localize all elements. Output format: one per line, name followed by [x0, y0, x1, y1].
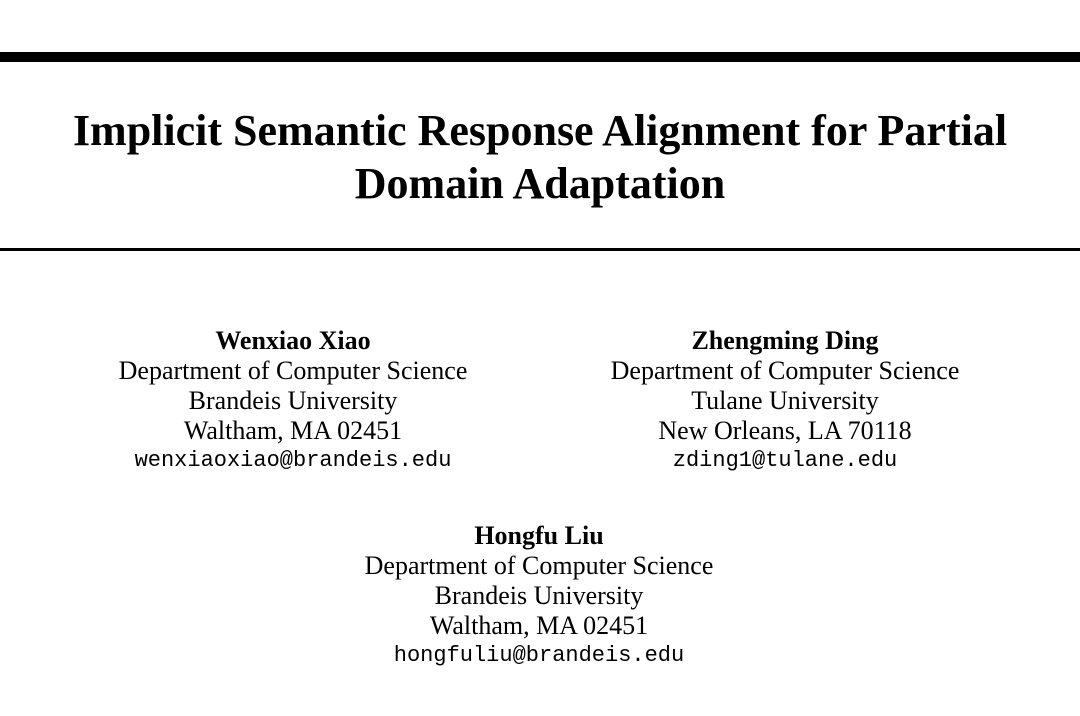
author-name: Zhengming Ding [691, 326, 879, 355]
author-block-wenxiao-xiao [63, 326, 523, 476]
author-name: Wenxiao Xiao [215, 326, 371, 355]
author-email: zding1@tulane.edu [672, 448, 898, 473]
author-institution: Brandeis University [434, 581, 644, 610]
author-name: Hongfu Liu [474, 521, 604, 550]
author-block-zhengming-ding [555, 326, 1015, 476]
author-location: Waltham, MA 02451 [429, 611, 649, 640]
author-block-hongfu-liu [309, 521, 769, 671]
author-email: wenxiaoxiao@brandeis.edu [134, 448, 452, 473]
author-department: Department of Computer Science [118, 356, 468, 385]
paper-title-line-1: Implicit Semantic Response Alignment for Partial [72, 106, 1008, 155]
top-rule [0, 52, 1080, 62]
author-department: Department of Computer Science [364, 551, 714, 580]
author-email: hongfuliu@brandeis.edu [393, 643, 685, 668]
author-location: New Orleans, LA 70118 [658, 416, 912, 445]
author-location: Waltham, MA 02451 [183, 416, 403, 445]
paper-title-line-2: Domain Adaptation [354, 159, 726, 208]
author-institution: Tulane University [691, 386, 879, 415]
paper-title [0, 104, 1080, 210]
author-institution: Brandeis University [188, 386, 398, 415]
author-department: Department of Computer Science [610, 356, 960, 385]
title-bottom-rule [0, 248, 1080, 251]
